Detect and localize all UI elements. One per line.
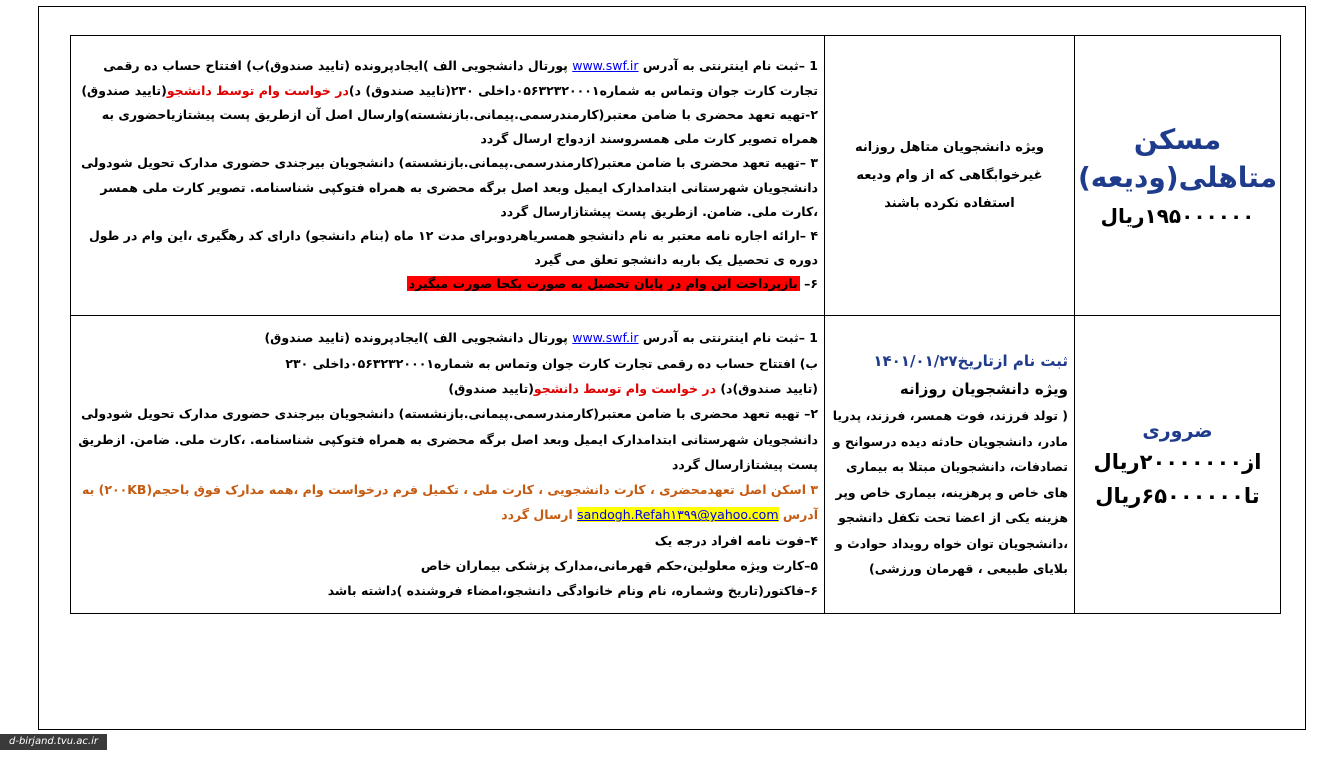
- conditions-subtitle: ویژه دانشجویان روزانه: [899, 380, 1068, 399]
- conditions-text: ویژه دانشجویان متاهل روزانه غیرخوابگاهی که از وام ودیعه استفاده نکرده باشند: [854, 139, 1045, 211]
- requirement-item-2: ۲-تهیه تعهد محضری با ضامن معتبر(کارمندرسمی.پیمانی.بازنشسته)وارسال اصل آن ازطریق پست پیشتازیاحضوری به همراه تصویر کارت ملی همسروسند ازدواج ارسال گردد: [101, 106, 818, 147]
- requirements-list: [77, 325, 818, 603]
- conditions-block: [831, 347, 1068, 582]
- requirement-item-4: ۴ –ارائه اجاره نامه معتبر به نام دانشجو همسریاهردوبرای مدت ۱۲ ماه (بنام دانشجو) دارای کد رهگیری ،این وام در طول دوره ی تحصیل یک باربه دانشجو تعلق می گیرد: [88, 227, 818, 268]
- requirement-item-6: ۴–فوت نامه افراد درجه یک: [654, 532, 818, 548]
- registration-date: ۱۴۰۱/۰۱/۲۷: [873, 352, 958, 371]
- requirements-cell-emergency: [71, 316, 825, 614]
- requirement-text: ۳ اسکن اصل تعهدمحضری ، کارت دانشجویی ، کارت ملی ، تکمیل فرم درخواست وام ،همه مدارک فوق باحجم(۲۰۰KB) به آدرس: [82, 482, 818, 523]
- requirements-list: [77, 54, 818, 296]
- requirement-item-4: ۲– تهیه تعهد محضری با ضامن معتبر(کارمندرسمی.پیمانی.بازنشسته) دانشجویان بیرجندی حضوری مدارک تحویل شودولی دانشجویان شهرستانی ابتدامدارک ایمیل وبعد اصل برگه محضری به همراه فتوکپی شناسنامه. ،کارت ملی. ضامن. ازطریق پست پیشتازارسال گردد: [78, 406, 818, 472]
- requirement-item-5: [77, 477, 818, 528]
- loan-table: [70, 35, 1281, 614]
- requirement-text: (تایید صندوق): [81, 82, 167, 98]
- category-amount-to: تا۶۵۰۰۰۰۰۰ریال: [1095, 483, 1260, 508]
- requirement-text: (تایید صندوق): [448, 380, 534, 396]
- requirement-item-6: [77, 272, 818, 296]
- requirement-number: ۶–: [804, 276, 818, 292]
- requirement-item-8: ۶–فاکتور(تاریخ وشماره، نام ونام خانوادگی دانشجو،امضاء فروشنده )داشته باشد: [327, 583, 818, 599]
- requirements-cell-housing: [71, 36, 825, 316]
- conditions-text: ( تولد فرزند، فوت همسر، فرزند، پدریا مادر، دانشجویان حادثه دیده درسوانح و تصادفات، دانشجویان مبتلا به بیماری های خاص و پرهزینه، بیماری خاص وپر هزینه یکی از اعضا تحت تکفل دانشجو ،دانشجویان توان خواه رویداد حوادث و بلایای طبیعی ، قهرمان ورزشی): [832, 408, 1068, 577]
- registration-label: ثبت نام ازتاریخ: [957, 352, 1068, 371]
- site-watermark: d-birjand.tvu.ac.ir: [0, 734, 107, 750]
- table-row-housing: [71, 36, 1281, 316]
- category-amount-from: از۲۰۰۰۰۰۰۰ریال: [1093, 449, 1262, 474]
- category-cell-housing: [1075, 36, 1281, 316]
- loan-request-highlight: در خواست وام توسط دانشجو: [166, 82, 349, 98]
- conditions-cell-housing: [825, 36, 1075, 316]
- requirement-text: (تایید صندوق)د): [715, 380, 818, 396]
- requirement-text: ارسال گردد: [501, 507, 578, 523]
- conditions-cell-emergency: [825, 316, 1075, 614]
- swf-link[interactable]: www.swf.ir: [572, 330, 639, 346]
- requirement-text: 1 –ثبت نام اینترنتی به آدرس: [638, 330, 818, 346]
- requirement-item-1: [77, 325, 818, 350]
- loan-request-highlight: در خواست وام توسط دانشجو: [533, 380, 716, 396]
- requirement-item-7: ۵–کارت ویژه معلولین،حکم قهرمانی،مدارک پزشکی بیماران خاص: [420, 558, 818, 574]
- category-title: ضروری: [1142, 419, 1213, 442]
- category-amount: ۱۹۵۰۰۰۰۰۰ریال: [1100, 203, 1255, 228]
- category-cell-emergency: [1075, 316, 1281, 614]
- requirement-item-3: ۳ –تهیه تعهد محضری با ضامن معتبر(کارمندرسمی.پیمانی.بازنشسته) دانشجویان بیرجندی حضوری مدارک تحویل شودولی دانشجویان شهرستانی ابتدامدارک ایمیل وبعد اصل برگه محضری به همراه فتوکپی شناسنامه. تصویر کارت ملی همسر ،کارت ملی. ضامن. ازطریق پست پیشتازارسال گردد: [81, 155, 818, 219]
- requirement-text: پورتال دانشجویی الف )ایجادپرونده (تایید صندوق)ب) افتتاح حساب ده رقمی تجارت کارت جوان وتماس به شماره۰۵۶۳۲۳۲۰۰۰۱داخلی ۲۳۰(تایید صندوق) د): [103, 58, 818, 98]
- requirement-item-2: ب) افتتاح حساب ده رقمی تجارت کارت جوان وتماس به شماره۰۵۶۳۲۳۲۰۰۰۱داخلی ۲۳۰: [285, 355, 818, 371]
- requirement-item-1: [77, 54, 818, 102]
- requirement-text: پورتال دانشجویی الف )ایجادپرونده (تایید صندوق): [264, 330, 573, 346]
- requirement-text: 1 –ثبت نام اینترنتی به آدرس: [638, 58, 818, 74]
- swf-link[interactable]: www.swf.ir: [572, 58, 639, 74]
- registration-date-line: [831, 347, 1068, 375]
- email-link[interactable]: sandogh.Refah۱۳۹۹@yahoo.com: [577, 507, 779, 523]
- requirement-item-3: [77, 376, 818, 401]
- repayment-note: بازپرداخت این وام در پایان تحصیل به صورت یکجا صورت میگیرد: [408, 276, 798, 292]
- table-row-emergency: [71, 316, 1281, 614]
- category-title: مسکن متاهلی(ودیعه): [1077, 122, 1278, 194]
